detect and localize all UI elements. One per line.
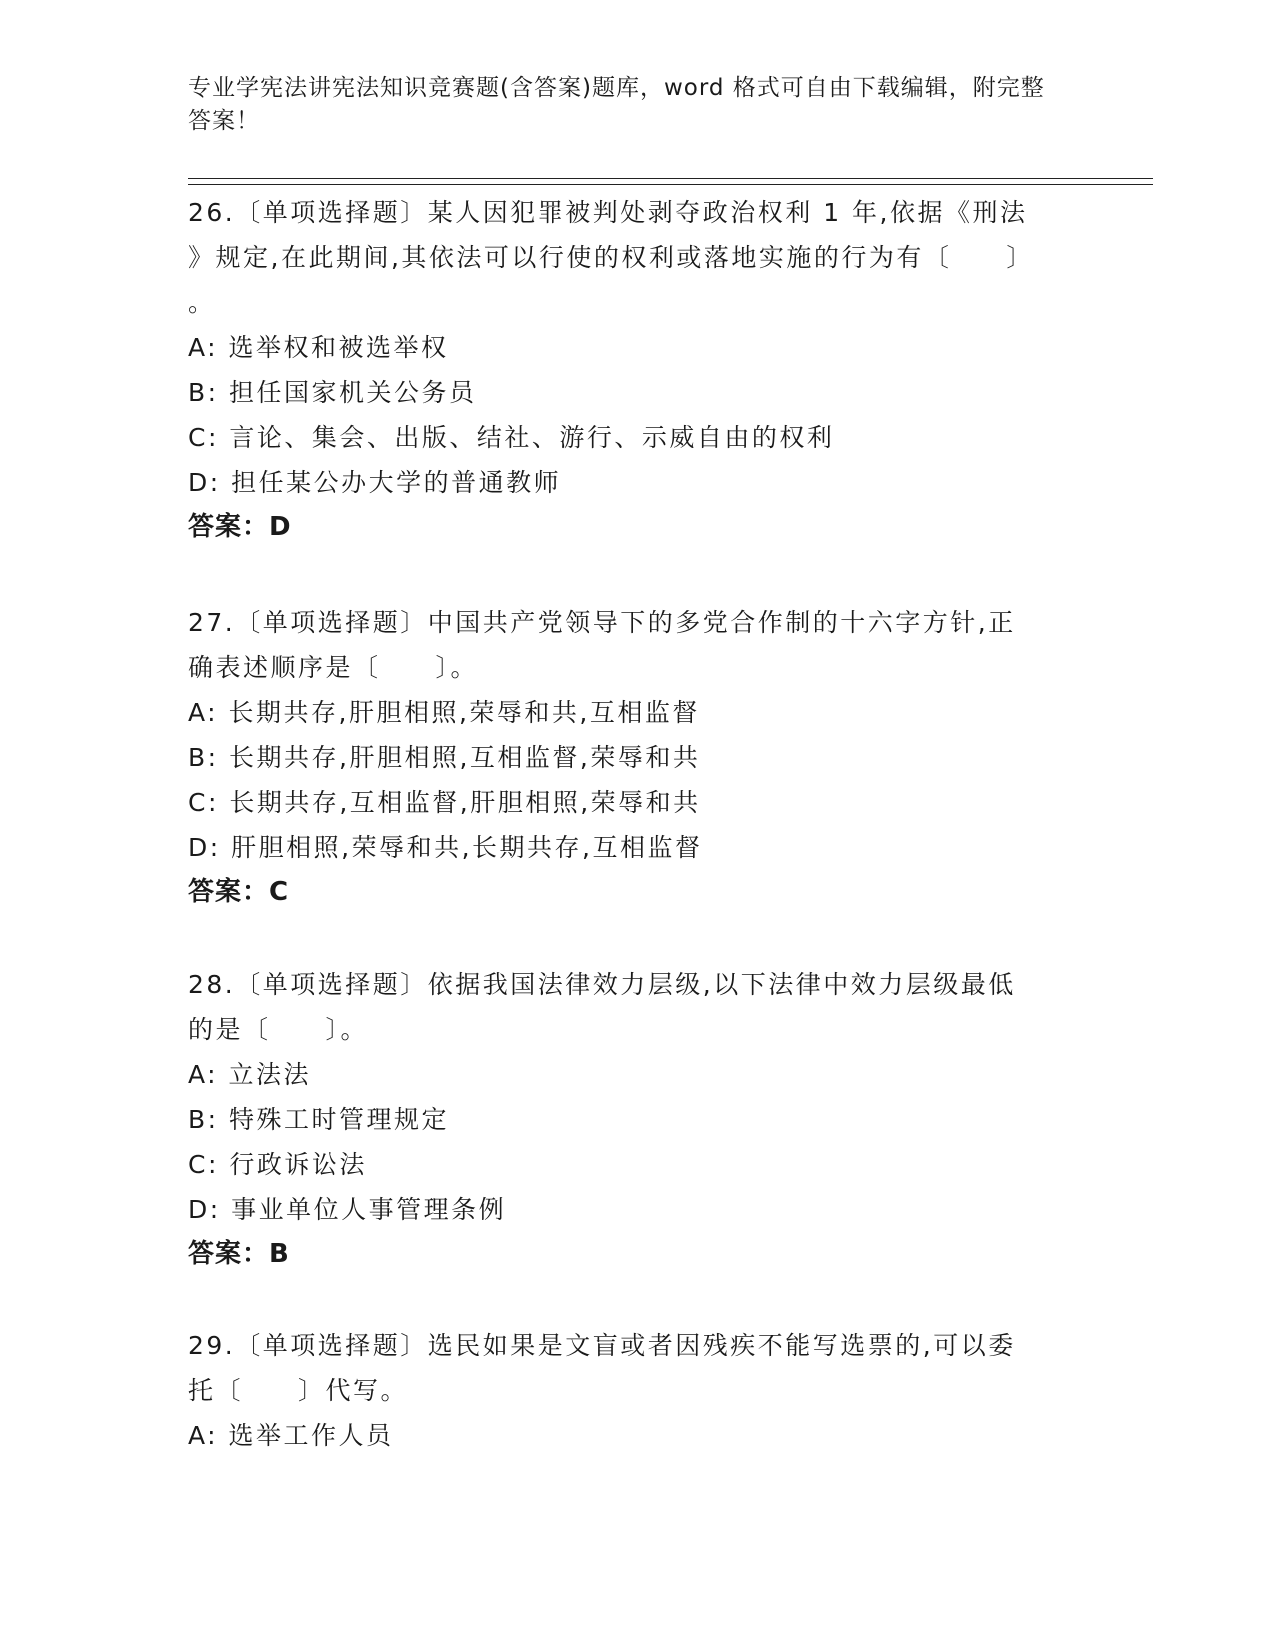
answer: 答案：B — [188, 1239, 290, 1269]
question-text-line: 的是〔 〕。 — [188, 1015, 369, 1044]
option-c: C: 长期共存,互相监督,肝胆相照,荣辱和共 — [188, 788, 701, 817]
question-text-line: 》规定,在此期间,其依法可以行使的权利或落地实施的行为有〔 〕 — [188, 243, 1034, 272]
question-text-line: 确表述顺序是〔 〕。 — [188, 653, 479, 682]
option-d: D: 肝胆相照,荣辱和共,长期共存,互相监督 — [188, 833, 703, 862]
option-b: B: 特殊工时管理规定 — [188, 1105, 450, 1134]
answer: 答案：C — [188, 877, 290, 907]
header-divider-top — [188, 178, 1153, 179]
question-27 — [188, 600, 1068, 915]
option-b: B: 长期共存,肝胆相照,互相监督,荣辱和共 — [188, 743, 701, 772]
option-c: C: 言论、集会、出版、结社、游行、示威自由的权利 — [188, 423, 835, 452]
option-d: D: 担任某公办大学的普通教师 — [188, 468, 562, 497]
question-text-line: 。 — [188, 288, 216, 317]
option-d: D: 事业单位人事管理条例 — [188, 1195, 507, 1224]
option-b: B: 担任国家机关公务员 — [188, 378, 477, 407]
option-c: C: 行政诉讼法 — [188, 1150, 367, 1179]
question-29 — [188, 1323, 1068, 1458]
header-divider-bottom — [188, 184, 1153, 185]
header-line-2: 答案！ — [188, 108, 260, 134]
option-a: A: 选举权和被选举权 — [188, 333, 449, 362]
question-text-line: 28.〔单项选择题〕依据我国法律效力层级,以下法律中效力层级最低 — [188, 970, 1016, 999]
question-28 — [188, 962, 1068, 1277]
question-text-line: 29.〔单项选择题〕选民如果是文盲或者因残疾不能写选票的,可以委 — [188, 1331, 1016, 1360]
option-a: A: 立法法 — [188, 1060, 312, 1089]
option-a: A: 长期共存,肝胆相照,荣辱和共,互相监督 — [188, 698, 700, 727]
question-26 — [188, 190, 1068, 550]
header-line-1: 专业学宪法讲宪法知识竞赛题(含答案)题库，word 格式可自由下载编辑，附完整 — [188, 75, 1045, 101]
document-header — [188, 72, 1068, 138]
answer: 答案：D — [188, 512, 292, 542]
option-a: A: 选举工作人员 — [188, 1421, 394, 1450]
question-text-line: 托〔 〕代写。 — [188, 1376, 409, 1405]
question-text-line: 27.〔单项选择题〕中国共产党领导下的多党合作制的十六字方针,正 — [188, 608, 1016, 637]
question-text-line: 26.〔单项选择题〕某人因犯罪被判处剥夺政治权利 1 年,依据《刑法 — [188, 198, 1028, 227]
